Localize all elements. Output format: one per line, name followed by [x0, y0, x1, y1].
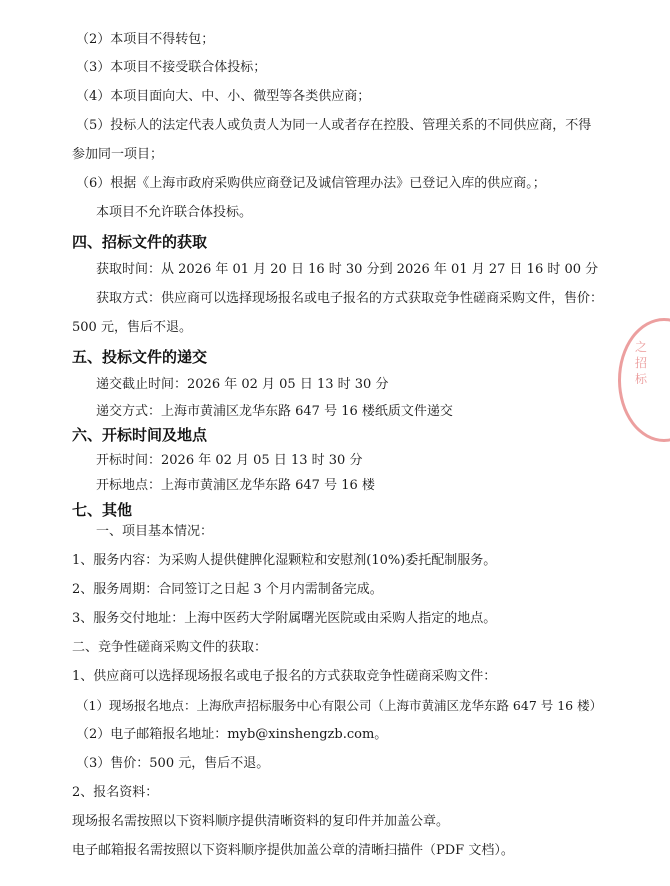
- submit-method: 递交方式：上海市黄浦区龙华东路 647 号 16 楼纸质文件递交: [96, 404, 453, 419]
- other-line: 电子邮箱报名需按照以下资料顺序提供加盖公章的清晰扫描件（PDF 文档）。: [72, 843, 514, 858]
- stamp-text: 之招标: [635, 340, 648, 386]
- item-6: （6）根据《上海市政府采购供应商登记及诚信管理办法》已登记入库的供应商。；: [76, 176, 546, 191]
- item-2: （2）本项目不得转包；: [76, 32, 215, 47]
- no-consortium-note: 本项目不允许联合体投标。: [96, 205, 253, 220]
- acquire-time: 获取时间：从 2026 年 01 月 20 日 16 时 30 分到 2026 年 01 月 27 日 16 时 00 分: [96, 262, 599, 277]
- acquire-price: 500 元，售后不退。: [72, 320, 192, 335]
- submit-deadline: 递交截止时间：2026 年 02 月 05 日 13 时 30 分: [96, 377, 389, 392]
- section-heading-5: 五、投标文件的递交: [72, 348, 208, 366]
- other-line: 一、项目基本情况：: [96, 524, 214, 539]
- other-line: 2、服务周期：合同签订之日起 3 个月内需制备完成。: [72, 582, 383, 597]
- other-line: 二、竞争性磋商采购文件的获取：: [72, 640, 268, 655]
- section-heading-4: 四、招标文件的获取: [72, 233, 208, 251]
- other-line: （3）售价：500 元，售后不退。: [76, 756, 270, 771]
- other-line: （1）现场报名地点：上海欣声招标服务中心有限公司（上海市黄浦区龙华东路 647 号 16 楼）: [76, 698, 603, 713]
- acquire-method: 获取方式：供应商可以选择现场报名或电子报名的方式获取竞争性磋商采购文件，售价：: [96, 291, 604, 306]
- item-5: （5）投标人的法定代表人或负责人为同一人或者存在控股、管理关系的不同供应商，不得: [76, 118, 592, 133]
- item-3: （3）本项目不接受联合体投标；: [76, 60, 267, 75]
- red-seal-stamp: [618, 318, 670, 442]
- opening-place: 开标地点：上海市黄浦区龙华东路 647 号 16 楼: [96, 478, 375, 493]
- section-heading-6: 六、开标时间及地点: [72, 426, 208, 444]
- other-line: 1、供应商可以选择现场报名或电子报名的方式获取竞争性磋商采购文件：: [72, 669, 497, 684]
- opening-time: 开标时间：2026 年 02 月 05 日 13 时 30 分: [96, 453, 363, 468]
- other-line: 1、服务内容：为采购人提供健脾化湿颗粒和安慰剂(10%)委托配制服务。: [72, 553, 497, 568]
- item-5-cont: 参加同一项目；: [72, 147, 164, 162]
- other-line: 3、服务交付地址：上海中医药大学附属曙光医院或由采购人指定的地点。: [72, 611, 497, 626]
- other-line: （2）电子邮箱报名地址：myb@xinshengzb.com。: [76, 727, 388, 742]
- other-line: 2、报名资料：: [72, 785, 159, 800]
- other-line: 现场报名需按照以下资料顺序提供清晰资料的复印件并加盖公章。: [72, 814, 450, 829]
- item-4: （4）本项目面向大、中、小、微型等各类供应商；: [76, 89, 371, 104]
- section-heading-7: 七、其他: [72, 501, 133, 519]
